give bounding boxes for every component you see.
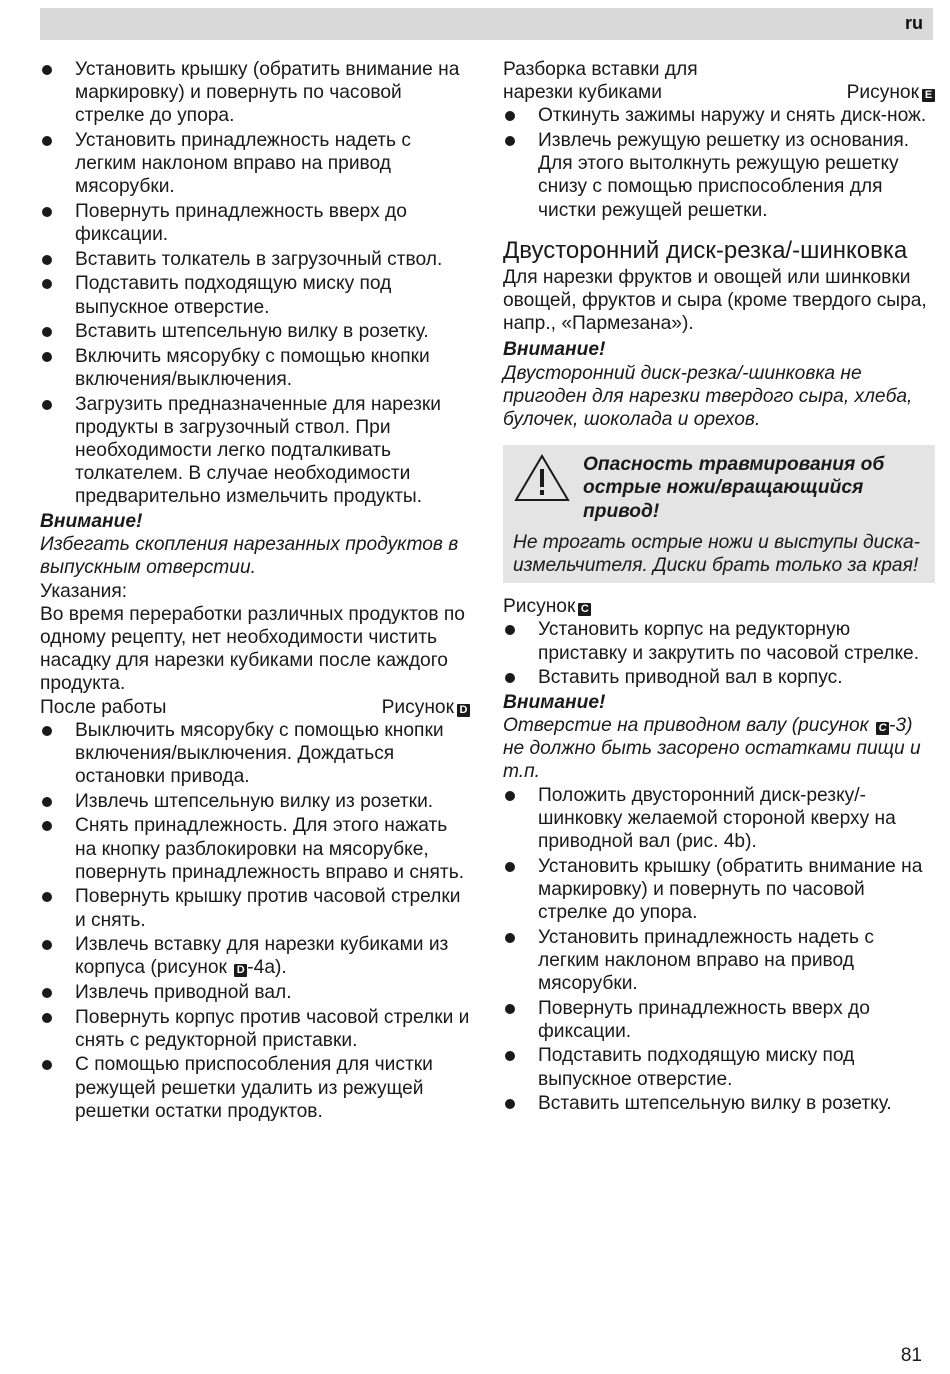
list-item: Установить корпус на редукторную приставку и закрутить по часовой стрелке. — [503, 618, 935, 664]
bullet-icon — [505, 933, 515, 943]
bullet-icon — [42, 255, 52, 265]
danger-title: Опасность травмирования об острые ножи/вращающийся привод! — [583, 454, 885, 522]
list-item: Повернуть принадлежность вверх до фиксации. — [503, 997, 935, 1043]
list-item: Повернуть принадлежность вверх до фиксации. — [40, 200, 470, 246]
list-item: Повернуть корпус против часовой стрелки и снять с редукторной приставки. — [40, 1006, 470, 1052]
list-item: Положить двусторонний диск-резку/-шинковку желаемой стороной кверху на приводной вал (рис. 4b). — [503, 784, 935, 854]
page-number: 81 — [900, 1345, 922, 1366]
bullet-icon — [42, 1013, 52, 1023]
bullet-icon — [42, 988, 52, 998]
bullet-icon — [42, 207, 52, 217]
disassembly-title-line2: нарезки кубиками — [503, 82, 662, 104]
list-item: Извлечь режущую решетку из основания. Для этого вытолкнуть режущую решетку снизу с помощью приспособления для чистки режущей решетки. — [503, 129, 935, 222]
list-item: С помощью приспособления для чистки режущей решетки удалить из режущей решетки остатки продуктов. — [40, 1053, 470, 1123]
list-item: Извлечь штепсельную вилку из розетки. — [40, 790, 470, 813]
list-item: Повернуть крышку против часовой стрелки и снять. — [40, 885, 470, 931]
list-item: Установить крышку (обратить внимание на маркировку) и повернуть по часовой стрелке до упора. — [503, 855, 935, 925]
figure-letter-badge: C — [876, 722, 889, 735]
bullet-icon — [42, 352, 52, 362]
figure-letter-badge: D — [457, 704, 470, 717]
bullet-icon — [505, 791, 515, 801]
danger-text: Не трогать острые ножи и выступы диска-измельчителя. Диски брать только за края! — [513, 531, 921, 577]
figure-letter-badge: C — [578, 603, 591, 616]
attention-text: Двусторонний диск-резка/-шинковка не пригоден для нарезки твердого сыра, хлеба, булочек, шоколада и орехов. — [503, 362, 913, 431]
header-bar — [40, 8, 933, 40]
figure-ref: Рисунок D — [382, 696, 470, 719]
bullet-icon — [42, 726, 52, 736]
attention-heading: Внимание! — [503, 691, 606, 713]
attention-heading: Внимание! — [503, 339, 606, 361]
figure-ref: Рисунок E — [847, 81, 935, 104]
figure-c-steps-list — [503, 618, 935, 689]
figure-c-heading: Рисунок C — [503, 595, 935, 618]
bullet-icon — [505, 1051, 515, 1061]
bullet-icon — [42, 279, 52, 289]
list-item: Включить мясорубку с помощью кнопки включения/выключения. — [40, 345, 470, 391]
bullet-icon — [505, 111, 515, 121]
list-item: Вставить приводной вал в корпус. — [503, 666, 935, 689]
list-item: Извлечь вставку для нарезки кубиками из корпуса (рисунок D -4a). — [40, 933, 470, 979]
list-item: Загрузить предназначенные для нарезки продукты в загрузочный ствол. При необходимости легко подталкивать толкателем. В случае необходимости предварительно измельчить продукты. — [40, 393, 470, 509]
bullet-icon — [505, 1004, 515, 1014]
list-item: Вставить толкатель в загрузочный ствол. — [40, 248, 470, 271]
list-item: Вставить штепсельную вилку в розетку. — [503, 1092, 935, 1115]
list-item: Установить принадлежность надеть с легким наклоном вправо на привод мясорубки. — [40, 129, 470, 199]
bullet-icon — [42, 65, 52, 75]
bullet-icon — [42, 940, 52, 950]
list-item: Установить крышку (обратить внимание на маркировку) и повернуть по часовой стрелке до упора. — [40, 58, 470, 128]
notes-text: Во время переработки различных продуктов по одному рецепту, нет необходимости чистить насадку для нарезки кубиками после каждого продукта. — [40, 603, 465, 695]
bullet-icon — [42, 892, 52, 902]
section-title: Двусторонний диск-резка/-шинковка — [503, 236, 908, 264]
after-work-heading — [40, 696, 470, 719]
disassembly-title-line1: Разборка вставки для — [503, 59, 698, 80]
bullet-icon — [505, 136, 515, 146]
list-item: Подставить подходящую миску под выпускное отверстие. — [503, 1044, 935, 1090]
bullet-icon — [42, 400, 52, 410]
figure-letter-badge: D — [234, 964, 247, 977]
section-intro: Для нарезки фруктов и овощей или шинковки овощей, фруктов и сыра (кроме твердого сыра, напр., «Пармезана»). — [503, 266, 927, 335]
list-item: Выключить мясорубку с помощью кнопки включения/выключения. Дождаться остановки привода. — [40, 719, 470, 789]
right-column — [503, 58, 935, 1117]
list-item: Установить принадлежность надеть с легким наклоном вправо на привод мясорубки. — [503, 926, 935, 996]
bullet-icon — [505, 1099, 515, 1109]
assembly-steps-list — [40, 58, 470, 509]
attention-heading: Внимание! — [40, 510, 143, 532]
list-item: Снять принадлежность. Для этого нажать на кнопку разблокировки на мясорубке, повернуть принадлежность вправо и снять. — [40, 814, 470, 884]
disassembly-steps-list — [503, 104, 935, 221]
attention-text: Отверстие на приводном валу (рисунок C -3) не должно быть засорено остатками пищи и т.п. — [503, 715, 921, 783]
bullet-icon — [42, 136, 52, 146]
left-column — [40, 58, 470, 1124]
figure-letter-badge: E — [922, 89, 935, 102]
bullet-icon — [505, 625, 515, 635]
list-item: Откинуть зажимы наружу и снять диск-нож. — [503, 104, 935, 127]
attention-text: Избегать скопления нарезанных продуктов в выпускным отверстии. — [40, 534, 459, 579]
bullet-icon — [505, 673, 515, 683]
after-work-steps-list — [40, 719, 470, 1123]
notes-heading: Указания: — [40, 580, 128, 602]
bullet-icon — [42, 821, 52, 831]
disassembly-heading — [503, 81, 935, 104]
disc-steps-list — [503, 784, 935, 1116]
bullet-icon — [42, 1060, 52, 1070]
danger-warning-box — [503, 445, 935, 583]
list-item: Извлечь приводной вал. — [40, 981, 470, 1004]
list-item: Вставить штепсельную вилку в розетку. — [40, 320, 470, 343]
list-item: Подставить подходящую миску под выпускное отверстие. — [40, 272, 470, 318]
bullet-icon — [42, 327, 52, 337]
warning-triangle-icon — [513, 453, 583, 523]
after-work-title: После работы — [40, 696, 167, 718]
language-label: ru — [905, 13, 923, 33]
bullet-icon — [505, 862, 515, 872]
bullet-icon — [42, 797, 52, 807]
